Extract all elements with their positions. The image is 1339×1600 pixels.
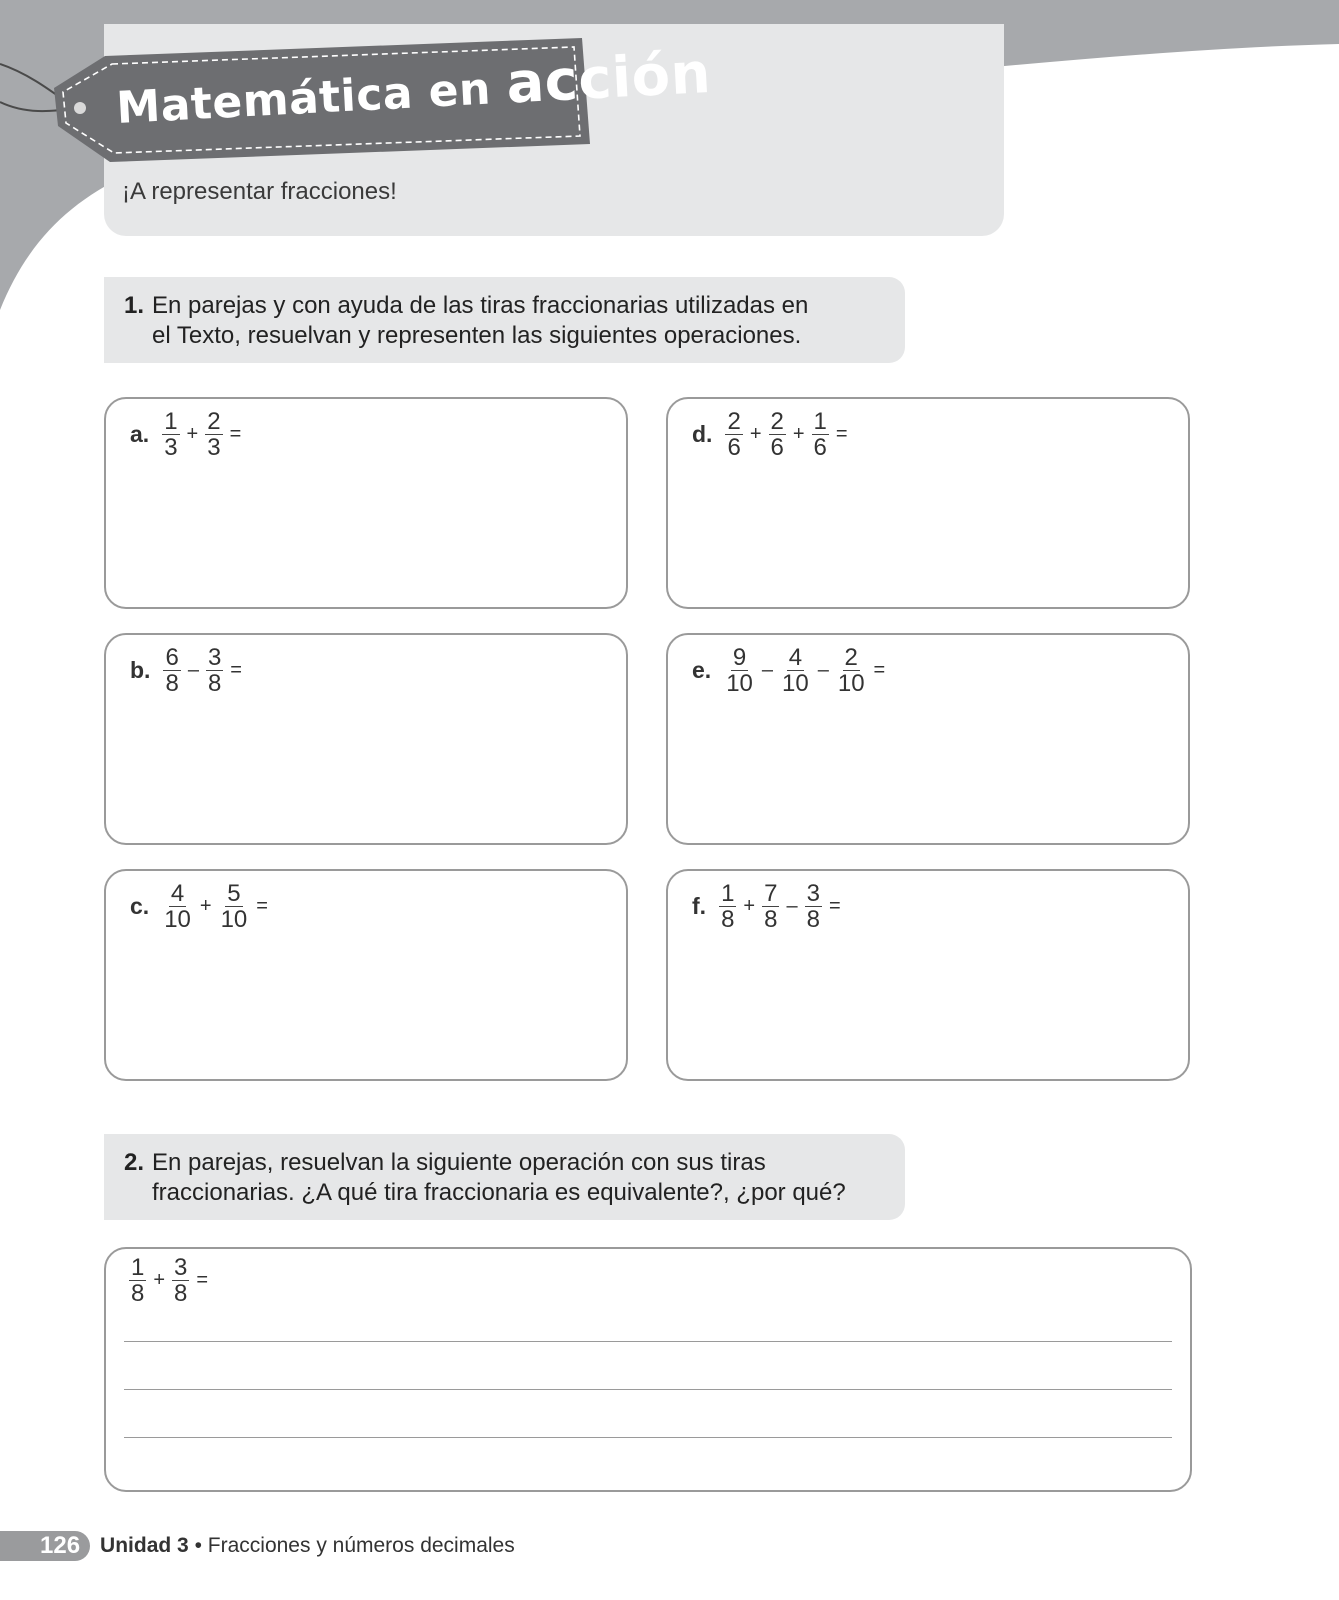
operator: + [743,895,756,917]
denominator: 8 [174,1280,188,1307]
exercise-expression [692,409,852,460]
numerator: 2 [770,408,784,435]
numerator: 9 [732,644,747,671]
question-text-line2: fraccionarias. ¿A qué tira fraccionaria es equivalente?, ¿por qué? [152,1179,846,1206]
exercise-box-a[interactable] [104,397,628,609]
numerator: 4 [788,644,803,671]
denominator: 10 [164,906,191,933]
equals-sign: = [835,423,848,445]
equals-sign: = [256,895,268,917]
page-footer [0,1530,515,1562]
fraction [812,409,829,460]
numerator: 1 [721,880,735,907]
numerator: 5 [227,880,241,907]
exercise-expression [692,645,889,696]
denominator: 8 [764,906,778,933]
operator: + [153,1269,166,1291]
q2-expression [126,1255,212,1306]
operator: – [817,659,829,681]
denominator: 10 [726,670,753,697]
equals-sign: = [873,659,886,681]
section-subtitle: ¡A representar fracciones! [122,178,397,205]
question-2-prompt [104,1134,905,1220]
question-1-prompt [104,277,905,363]
footer-unit: Unidad 3 [100,1534,189,1557]
exercise-box-d[interactable] [666,397,1190,609]
numerator: 3 [207,644,222,671]
equals-sign: = [828,895,841,917]
exercise-box-f[interactable] [666,869,1190,1081]
page-number: 126 [0,1531,90,1561]
question-text-line1: En parejas y con ayuda de las tiras fraccionarias utilizadas en [152,292,809,319]
fraction [206,645,223,696]
numerator: 4 [170,880,185,907]
exercise-expression [130,645,246,696]
exercise-label: e. [692,657,712,683]
answer-line[interactable] [124,1341,1172,1342]
fraction [836,645,867,696]
denominator: 6 [727,434,741,461]
operator: + [199,895,212,917]
denominator: 10 [782,670,809,697]
denominator: 8 [131,1280,145,1307]
exercise-box-b[interactable] [104,633,628,845]
exercise-expression [130,881,272,932]
exercise-label: a. [130,421,150,447]
fraction [805,881,822,932]
denominator: 10 [220,906,248,933]
denominator: 8 [207,670,222,697]
denominator: 8 [721,906,735,933]
operator: + [792,423,805,445]
footer-text [100,1534,515,1558]
numerator: 7 [764,880,778,907]
exercise-box-e[interactable] [666,633,1190,845]
answer-line[interactable] [124,1437,1172,1438]
fraction [769,409,786,460]
operator: + [749,423,762,445]
operator: – [761,659,774,681]
fraction [172,1255,189,1306]
denominator: 10 [837,670,865,697]
exercise-label: b. [130,657,151,683]
numerator: 2 [727,408,741,435]
exercise-label: f. [692,893,707,919]
title-text-part1: Matemática en [115,63,493,135]
title-text-part2: acción [504,40,713,117]
fraction [724,645,755,696]
equals-sign: = [229,423,242,445]
operator: – [187,659,199,681]
numerator: 6 [165,644,179,671]
numerator: 2 [207,408,221,435]
fraction [129,1255,146,1306]
fraction [219,881,250,932]
operator: – [786,895,798,917]
question-number: 2. [124,1149,145,1176]
answer-line[interactable] [124,1389,1172,1390]
exercise-expression [130,409,245,460]
numerator: 3 [806,880,820,907]
numerator: 3 [174,1254,188,1281]
numerator: 1 [164,408,178,435]
exercise-label: c. [130,893,150,919]
denominator: 6 [813,434,827,461]
denominator: 3 [207,434,221,461]
footer-bullet: • [194,1534,202,1557]
fraction [719,881,736,932]
exercise-expression [692,881,845,932]
fraction [162,409,179,460]
footer-topic: Fracciones y números decimales [207,1534,515,1557]
exercise-label: d. [692,421,713,447]
exercise-box-c[interactable] [104,869,628,1081]
question-number: 1. [124,292,145,319]
answer-box-q2[interactable] [104,1247,1192,1492]
fraction [205,409,222,460]
fraction [162,881,193,932]
numerator: 1 [813,408,827,435]
operator: + [186,423,199,445]
denominator: 3 [164,434,178,461]
denominator: 8 [806,906,820,933]
denominator: 8 [165,670,179,697]
numerator: 1 [131,1254,145,1281]
denominator: 6 [770,434,784,461]
equals-sign: = [230,659,242,681]
fraction [780,645,811,696]
equals-sign: = [196,1269,209,1291]
fraction [163,645,180,696]
question-text-line2: el Texto, resuelvan y representen las siguientes operaciones. [152,322,802,349]
numerator: 2 [844,644,858,671]
fraction [725,409,742,460]
fraction [762,881,779,932]
question-text-line1: En parejas, resuelvan la siguiente operación con sus tiras [152,1149,766,1176]
